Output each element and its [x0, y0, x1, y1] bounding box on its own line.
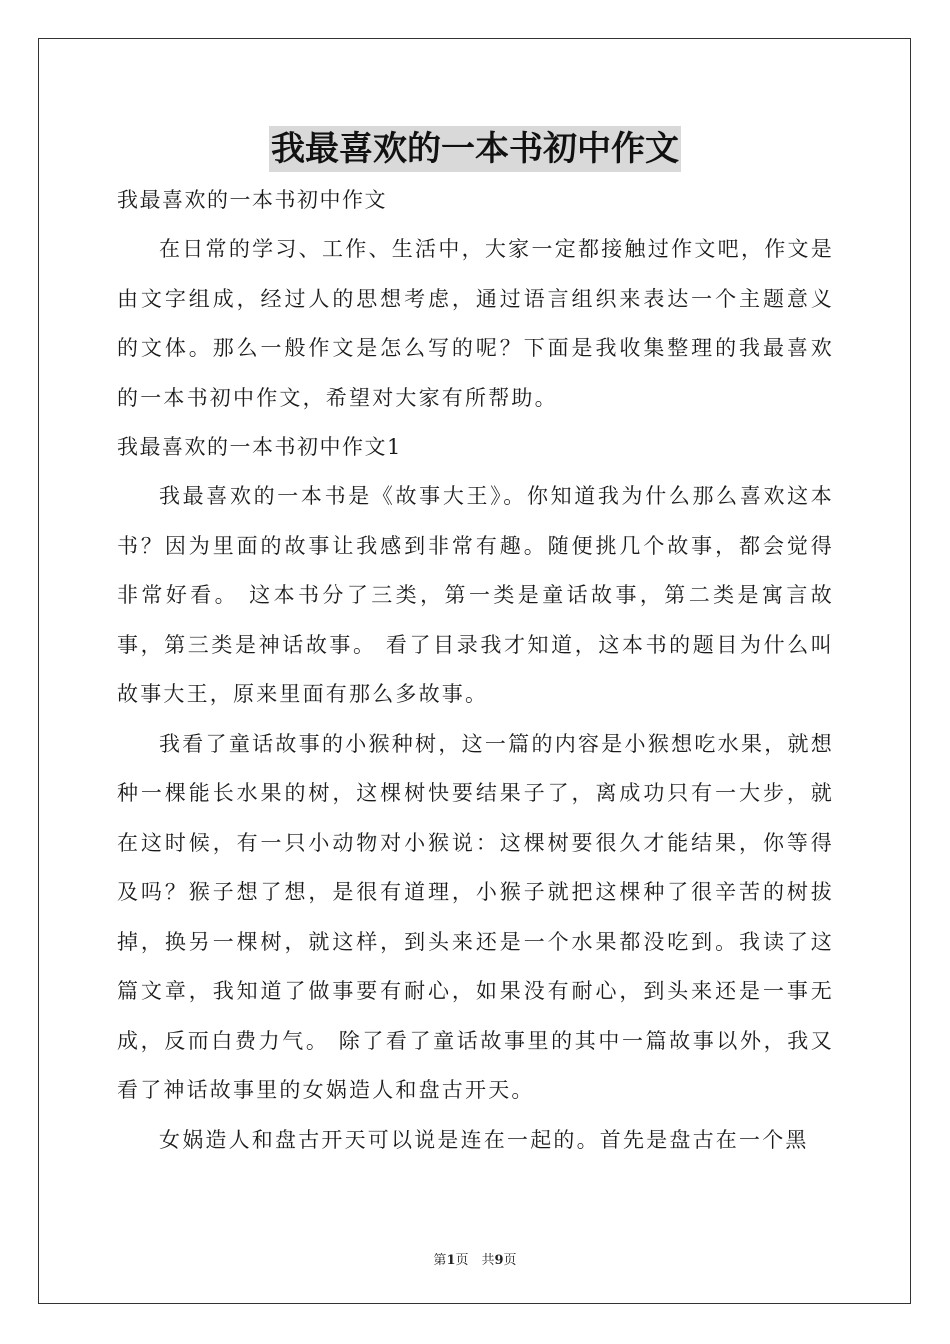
- footer-page-suffix: 页: [503, 1253, 517, 1268]
- footer-current-page: 1: [446, 1253, 456, 1268]
- footer-page-mid: 页 共: [455, 1253, 495, 1268]
- title-area: [0, 126, 950, 172]
- body-paragraph: 我最喜欢的一本书是《故事大王》。你知道我为什么那么喜欢这本书？因为里面的故事让我感到非常有趣。随便挑几个故事，都会觉得非常好看。 这本书分了三类，第一类是童话故事，第二类是寓言故事，第三类是神话故事。 看了目录我才知道，这本书的题目为什么叫故事大王，原来里面有那么多故事。: [117, 484, 834, 706]
- page-footer: [0, 1249, 950, 1268]
- document-subtitle: 我最喜欢的一本书初中作文: [117, 188, 387, 212]
- document-body: [117, 176, 834, 1165]
- intro-paragraph: 在日常的学习、工作、生活中，大家一定都接触过作文吧，作文是由文字组成，经过人的思想考虑，通过语言组织来表达一个主题意义的文体。那么一般作文是怎么写的呢？下面是我收集整理的我最喜欢的一本书初中作文，希望对大家有所帮助。: [117, 237, 834, 410]
- section-heading: 我最喜欢的一本书初中作文1: [117, 435, 402, 459]
- footer-total-pages: 9: [494, 1253, 504, 1268]
- body-paragraph: 女娲造人和盘古开天可以说是连在一起的。首先是盘古在一个黑: [159, 1127, 809, 1152]
- footer-page-prefix: 第: [433, 1253, 447, 1268]
- body-paragraph: 我看了童话故事的小猴种树，这一篇的内容是小猴想吃水果，就想种一棵能长水果的树，这棵树快要结果子了，离成功只有一大步，就在这时候，有一只小动物对小猴说：这棵树要很久才能结果，你等得及吗？猴子想了想，是很有道理，小猴子就把这棵种了很辛苦的树拔掉，换另一棵树，就这样，到头来还是一个水果都没吃到。我读了这篇文章，我知道了做事要有耐心，如果没有耐心，到头来还是一事无成，反而白费力气。 除了看了童话故事里的其中一篇故事以外，我又看了神话故事里的女娲造人和盘古开天。: [117, 731, 834, 1102]
- document-title: 我最喜欢的一本书初中作文: [269, 126, 681, 172]
